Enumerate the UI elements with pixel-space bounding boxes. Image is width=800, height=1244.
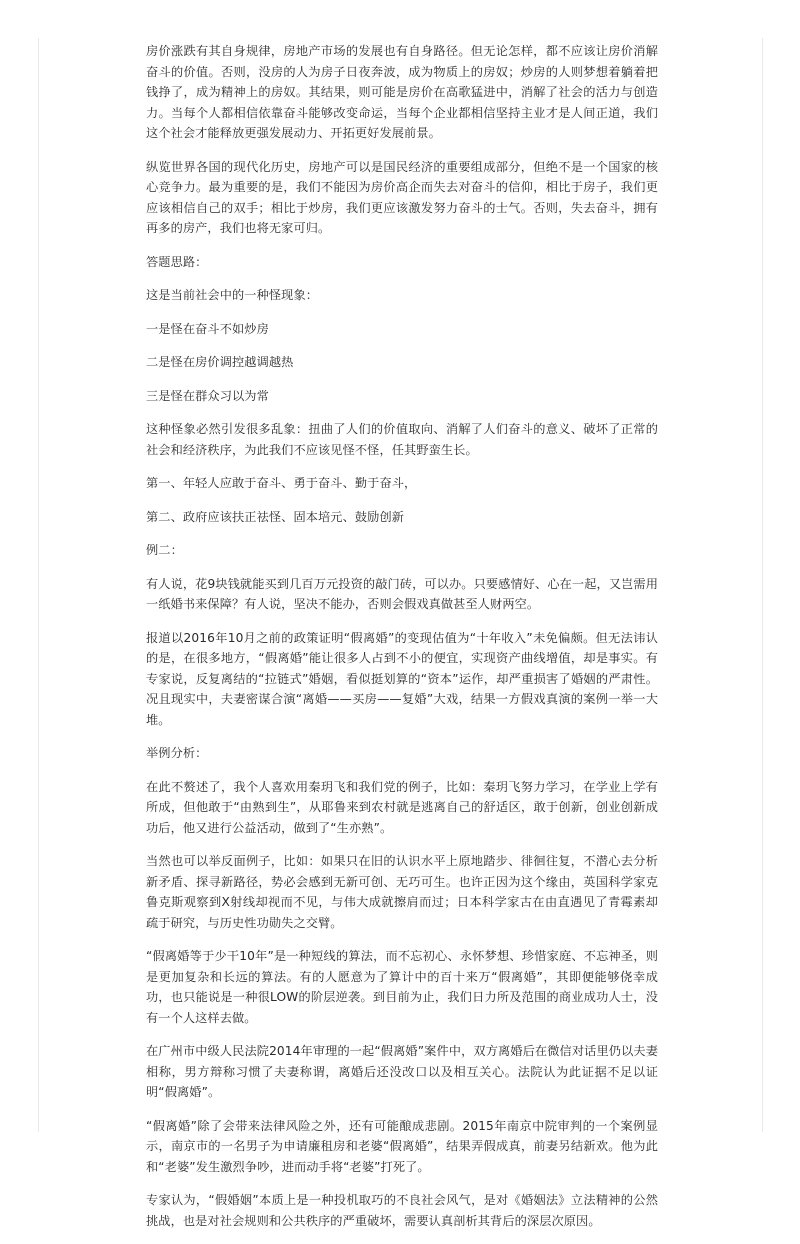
list-item-first: 一是怪在奋斗不如炒房 — [146, 321, 269, 336]
paragraph-negative-example: 当然也可以举反面例子，比如：如果只在旧的认识水平上原地踏步、徘徊往复，不潜心去分析新矛盾、探寻新路径，势必会感到无新可创、无巧可生。也许正因为这个缘由，英国科学家克鲁克斯观察到X射线却视而不见，与伟大成就擦肩而过；日本科学家古在由直遇见了青霉素却疏于研究，与历史性功勋失之交臂。 — [146, 854, 658, 930]
paragraph-fake-divorce-report: 报道以2016年10月之前的政策证明“假离婚”的变现估值为“十年收入”未免偏颇。但无法讳认的是，在很多地方，“假离婚”能让很多人占到不小的便宜，实现资产曲线增值，却是事实。有专家说，反复离结的“拉链式”婚姻，看似挺划算的“资本”运作，却严重损害了婚姻的严肃性。况且现实中，夫妻密谋合演“离婚——买房——复婚”大戏，结果一方假戏真演的案例一举一大堆。 — [146, 630, 658, 727]
article-body — [146, 41, 658, 1244]
paragraph-guangzhou-case: 在广州市中级人民法院2014年审理的一起“假离婚”案件中，双方离婚后在微信对话里仍以夫妻相称，男方辩称习惯了夫妻称谓，离婚后还没改口以及相互关心。法院认为此证据不足以证明“假离婚”。 — [146, 1044, 658, 1099]
paragraph-chaos: 这种怪象必然引发很多乱象：扭曲了人们的价值取向、消解了人们奋斗的意义、破坏了正常的社会和经济秩序，为此我们不应该见怪不怪，任其野蛮生长。 — [146, 422, 658, 457]
paragraph-short-term-calculation: “假离婚等于少干10年”是一种短线的算法，而不忘初心、永怀梦想、珍惜家庭、不忘神圣，则是更加复杂和长远的算法。有的人愿意为了算计中的百十来万“假离婚”，其即便能够侥幸成功，也只能说是一种很LOW的阶层逆袭。到目前为止，我们日力所及范围的商业成功人士，没有一个人这样去做。 — [146, 949, 658, 1025]
point-first: 第一、年轻人应敢于奋斗、勇于奋斗、勤于奋斗， — [146, 476, 417, 490]
heading-answer-approach: 答题思路： — [146, 254, 208, 269]
paragraph-nanjing-case: “假离婚”除了会带来法律风险之外，还有可能酿成悲剧。2015年南京中院审判的一个案例显示，南京市的一名男子为申请廉租房和老婆“假离婚”，结果弄假成真，前妻另结新欢。他为此和“老婆”发生激烈争吵，进而动手将“老婆”打死了。 — [146, 1118, 658, 1174]
paragraph-housing-price-law: 房价涨跌有其自身规律，房地产市场的发展也有自身路径。但无论怎样，都不应该让房价消解奋斗的价值。否则，没房的人为房子日夜奔波，成为物质上的房奴；炒房的人则梦想着躺着把钱挣了，成为精神上的房奴。其结果，则可能是房价在高歌猛进中，消解了社会的活力与创造力。当每个人都相信依靠奋斗能够改变命运，当每个企业都相信坚持主业才是人间正道，我们这个社会才能释放更强发展动力、开拓更好发展前景。 — [146, 44, 658, 140]
paragraph-world-modernization: 纵览世界各国的现代化历史，房地产可以是国民经济的重要组成部分，但绝不是一个国家的核心竞争力。最为重要的是，我们不能因为房价高企而失去对奋斗的信仰，相比于房子，我们更应该相信自己的双手；相比于炒房，我们更应该激发努力奋斗的士气。否则，失去奋斗，拥有再多的房产，我们也将无家可归。 — [146, 159, 658, 235]
page-border-left — [38, 38, 39, 1132]
list-item-third: 三是怪在群众习以为常 — [146, 388, 269, 403]
point-second: 第二、政府应该扶正祛怪、固本培元、鼓励创新 — [146, 509, 405, 524]
heading-example-analysis: 举例分析： — [146, 746, 208, 760]
page-border-right — [762, 38, 763, 1132]
paragraph-qin-yuefei: 在此不赘述了，我个人喜欢用秦玥飞和我们党的例子，比如：秦玥飞努力学习，在学业上学有所成，但他敢于“由熟到生”，从耶鲁来到农村就是逃离自己的舒适区，敢于创新，创业创新成功后，他又进行公益活动，做到了“生亦熟”。 — [146, 779, 658, 835]
paragraph-expert-opinion: 专家认为，“假婚姻”本质上是一种投机取巧的不良社会风气，是对《婚姻法》立法精神的公然挑战，也是对社会规则和公共秩序的严重破坏，需要认真剖析其背后的深层次原因。 — [146, 1193, 658, 1228]
list-item-second: 二是怪在房价调控越调越热 — [146, 355, 294, 369]
paragraph-nine-yuan: 有人说，花9块钱就能买到几百万元投资的敲门砖，可以办。只要感情好、心在一起，又岂需用一纸婚书来保障？有人说，坚决不能办，否则会假戏真做甚至人财两空。 — [146, 576, 658, 611]
heading-example-two: 例二： — [146, 543, 183, 557]
paragraph-strange-phenomenon: 这是当前社会中的一种怪现象： — [146, 288, 319, 302]
